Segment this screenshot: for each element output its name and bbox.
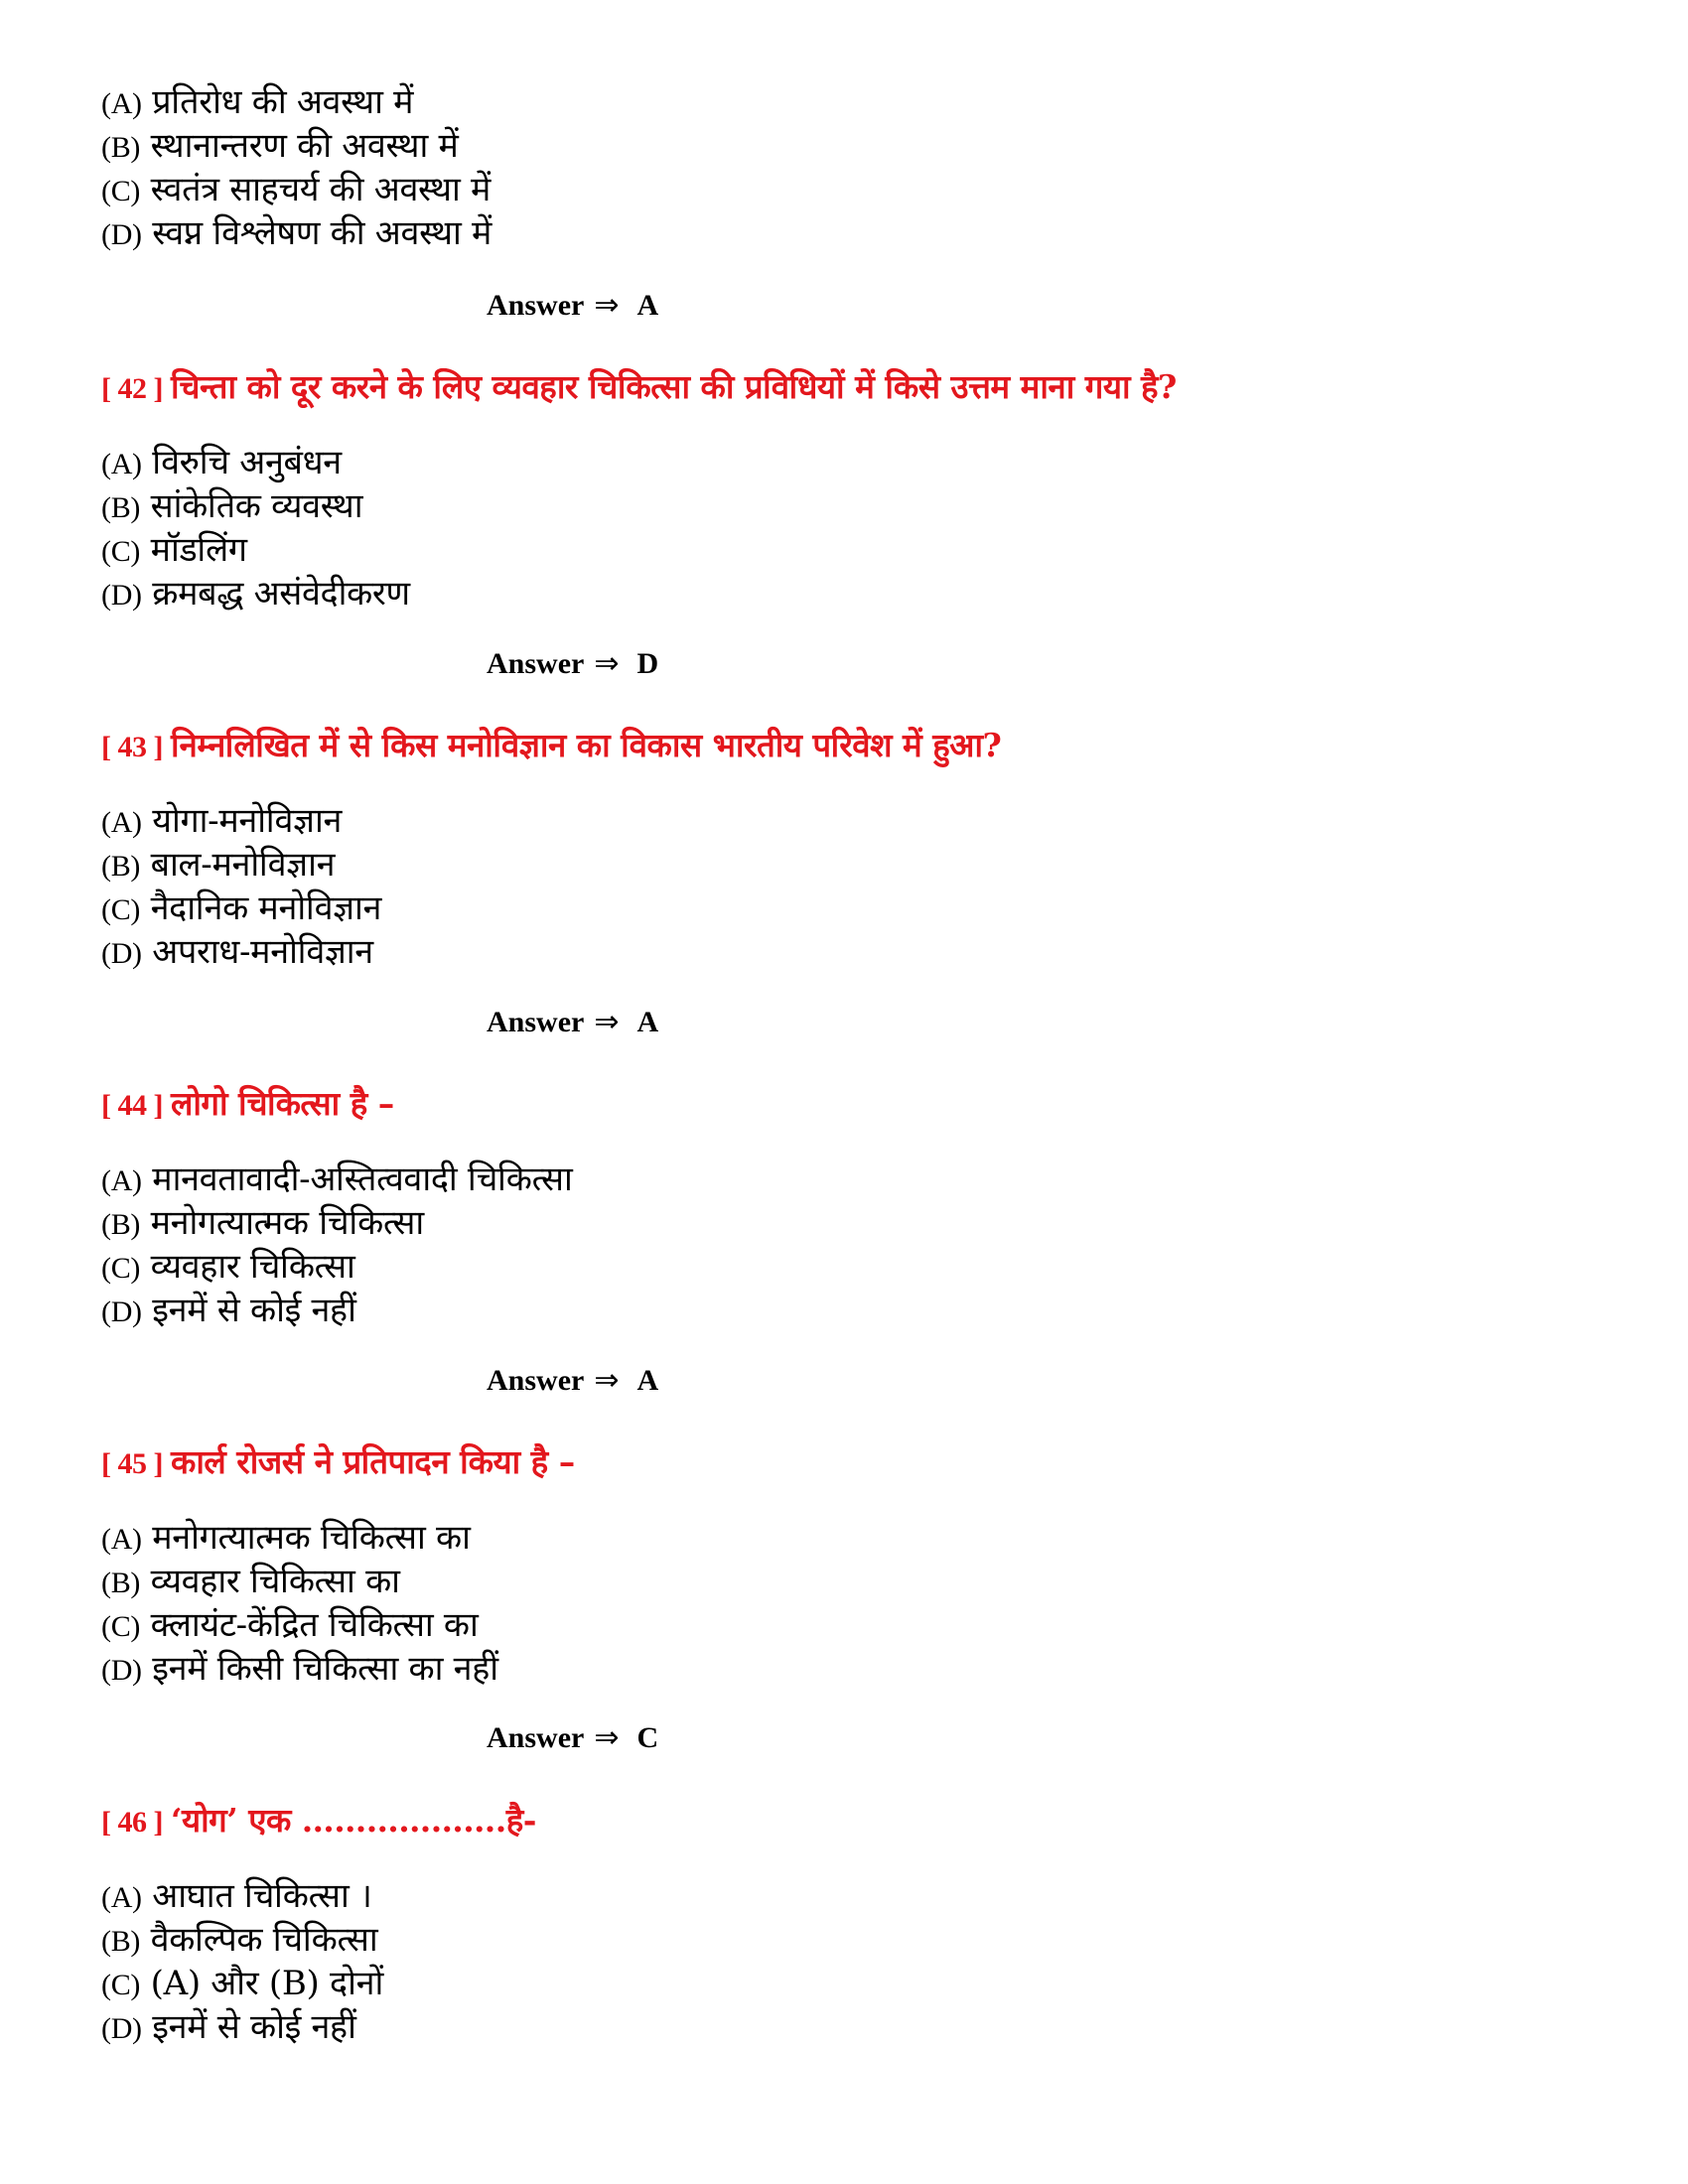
option-d: (D) क्रमबद्ध असंवेदीकरण bbox=[101, 574, 410, 614]
q41-answer: Answer ⇒ A bbox=[487, 289, 659, 322]
q44-question: [ 44 ] लोगो चिकित्सा है – bbox=[101, 1084, 394, 1123]
option-a: (A) आघात चिकित्सा । bbox=[101, 1876, 372, 1916]
option-b: (B) स्थानान्तरण की अवस्था में bbox=[101, 126, 459, 166]
option-a: (A) मानवतावादी-अस्तित्ववादी चिकित्सा bbox=[101, 1160, 573, 1199]
option-a: (A) विरुचि अनुबंधन bbox=[101, 443, 342, 482]
q45-answer: Answer ⇒ C bbox=[487, 1721, 659, 1754]
q44-options bbox=[101, 1158, 573, 1332]
option-c: (C) (A) और (B) दोनों bbox=[101, 1964, 383, 2003]
q41-options bbox=[101, 80, 492, 255]
option-b: (B) सांकेतिक व्यवस्था bbox=[101, 486, 363, 526]
q45-question: [ 45 ] कार्ल रोजर्स ने प्रतिपादन किया है – bbox=[101, 1442, 575, 1481]
option-d: (D) अपराध-मनोविज्ञान bbox=[101, 932, 373, 972]
option-d: (D) इनमें किसी चिकित्सा का नहीं bbox=[101, 1649, 498, 1689]
option-b: (B) बाल-मनोविज्ञान bbox=[101, 845, 336, 885]
option-c: (C) क्लायंट-केंद्रित चिकित्सा का bbox=[101, 1605, 479, 1645]
q46-question: [ 46 ] ‘योग’ एक ……………….है- bbox=[101, 1801, 537, 1840]
option-c: (C) मॉडलिंग bbox=[101, 530, 247, 570]
option-a: (A) मनोगत्यात्मक चिकित्सा का bbox=[101, 1518, 471, 1558]
q43-question: [ 43 ] निम्नलिखित में से किस मनोविज्ञान का विकास भारतीय परिवेश में हुआ? bbox=[101, 726, 1002, 764]
q46-options bbox=[101, 1874, 383, 2049]
q43-answer: Answer ⇒ A bbox=[487, 1006, 659, 1038]
option-d: (D) इनमें से कोई नहीं bbox=[101, 1291, 356, 1330]
option-d: (D) स्वप्न विश्लेषण की अवस्था में bbox=[101, 213, 492, 253]
option-c: (C) स्वतंत्र साहचर्य की अवस्था में bbox=[101, 170, 492, 209]
q43-options bbox=[101, 799, 381, 974]
option-b: (B) मनोगत्यात्मक चिकित्सा bbox=[101, 1203, 424, 1243]
q42-options bbox=[101, 441, 410, 615]
q45-options bbox=[101, 1516, 498, 1691]
q42-answer: Answer ⇒ D bbox=[487, 647, 659, 680]
option-c: (C) व्यवहार चिकित्सा bbox=[101, 1247, 355, 1287]
option-b: (B) वैकल्पिक चिकित्सा bbox=[101, 1920, 378, 1960]
option-d: (D) इनमें से कोई नहीं bbox=[101, 2007, 356, 2047]
q42-question: [ 42 ] चिन्ता को दूर करने के लिए व्यवहार चिकित्सा की प्रविधियों में किसे उत्तम माना गया है? bbox=[101, 367, 1177, 406]
option-a: (A) प्रतिरोध की अवस्था में bbox=[101, 82, 414, 122]
option-b: (B) व्यवहार चिकित्सा का bbox=[101, 1562, 400, 1601]
q44-answer: Answer ⇒ A bbox=[487, 1364, 659, 1397]
option-a: (A) योगा-मनोविज्ञान bbox=[101, 801, 343, 841]
option-c: (C) नैदानिक मनोविज्ञान bbox=[101, 888, 382, 928]
